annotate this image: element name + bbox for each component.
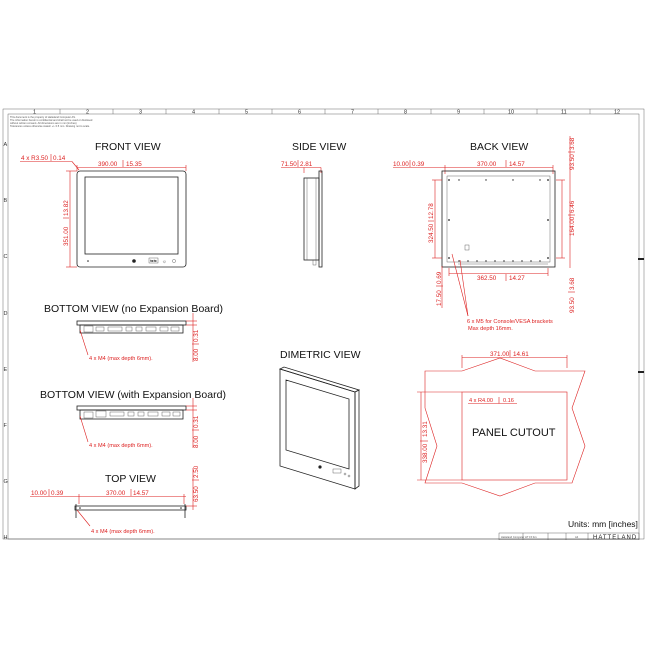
grid-col-label: 3 <box>139 109 143 116</box>
dimetric-view-title: DIMETRIC VIEW <box>280 349 361 361</box>
grid-col-label: 9 <box>457 109 461 116</box>
header-notes <box>10 115 93 128</box>
back-view <box>393 136 576 332</box>
dimetric-screen <box>286 380 349 469</box>
bottom-no-exp-height: 8.00 <box>193 348 200 361</box>
top-width: 370.00 <box>106 490 126 497</box>
grid-col-label: 7 <box>351 109 355 116</box>
hatteland-logo: HATTELAND <box>593 535 638 540</box>
grid-col-label: 10 <box>508 109 515 116</box>
cutout-width: 371.00 <box>490 351 510 358</box>
back-bottom-width: 362.50 <box>477 275 497 282</box>
front-width: 390.00 <box>98 161 118 168</box>
back-housing <box>442 171 555 267</box>
back-bottom-edge: 17.50 <box>436 290 443 306</box>
title-block-part: HT 15 0xx <box>525 536 537 539</box>
header-note: without written consent. All dimensions are in mm [inches]. <box>10 122 78 125</box>
grid-row-label: C <box>3 254 8 260</box>
back-bottom-offset-in: 3.68 <box>569 277 576 290</box>
bottom-exp-note: 4 x M4 (max depth 6mm). <box>89 443 153 449</box>
bottom-view-with-expansion <box>40 389 226 449</box>
header-note: The information herein is confidential and shall not be used or disclosed <box>10 119 93 122</box>
back-note-line2: Max depth 16mm. <box>468 326 513 332</box>
side-depth: 71.50 <box>281 161 297 168</box>
front-screen <box>85 177 178 254</box>
top-view-title: TOP VIEW <box>105 473 156 485</box>
back-bottom-edge-in: 0.69 <box>436 271 443 284</box>
bottom-exp-height-in: 0.31 <box>193 415 200 428</box>
top-height-in: 2.50 <box>193 465 200 478</box>
svg-text:⇆⇆: ⇆⇆ <box>150 258 157 263</box>
technical-drawing-sheet <box>0 108 650 540</box>
back-bottom-offset: 93.50 <box>569 297 576 313</box>
front-view <box>20 141 186 267</box>
side-view-title: SIDE VIEW <box>292 141 347 153</box>
bottom-exp-height: 8.00 <box>193 435 200 448</box>
front-height-in: 13.82 <box>63 200 70 216</box>
top-height: 63.50 <box>193 486 200 502</box>
back-bottom-width-in: 14.27 <box>509 275 525 282</box>
back-top-offset: 93.50 <box>569 154 576 170</box>
front-width-in: 15.35 <box>126 161 142 168</box>
grid-row-label: B <box>3 198 8 204</box>
bottom-connector-panel <box>80 325 183 333</box>
front-height: 351.00 <box>63 226 70 246</box>
front-bezel <box>77 171 186 267</box>
back-width: 370.00 <box>477 161 497 168</box>
bottom-no-exp-note: 4 x M4 (max depth 6mm). <box>89 356 153 362</box>
top-view <box>30 465 200 535</box>
back-mid-in: 6.46 <box>569 200 576 213</box>
grid-col-label: 5 <box>245 109 249 116</box>
back-edge-in: 0.39 <box>412 161 425 168</box>
grid-row-label: A <box>3 142 8 148</box>
bottom-exp-connector-panel <box>80 410 183 419</box>
side-view <box>281 141 346 267</box>
grid-row-label: H <box>3 535 8 540</box>
cutout-height: 338.00 <box>422 443 429 463</box>
top-edge: 10.00 <box>31 490 47 497</box>
front-corner-radius-in: 0.14 <box>53 155 66 162</box>
side-depth-in: 2.81 <box>300 161 313 168</box>
grid-col-label: 11 <box>561 109 567 116</box>
grid-row-label: G <box>3 479 8 485</box>
grid-row-label: E <box>3 367 8 373</box>
header-note: This document is the property of Hatteland Computer AS. <box>10 116 76 119</box>
top-note: 4 x M4 (max depth 6mm). <box>91 529 155 535</box>
grid-col-label: 4 <box>192 109 196 116</box>
grid-columns <box>33 109 620 116</box>
grid-col-label: 1 <box>33 109 37 116</box>
top-edge-in: 0.39 <box>51 490 64 497</box>
power-button-icon <box>132 259 136 263</box>
front-view-title: FRONT VIEW <box>95 141 161 153</box>
back-view-title: BACK VIEW <box>470 141 529 153</box>
back-height: 324.50 <box>428 223 435 243</box>
back-note-line1: 6 x M5 for Console/VESA brackets <box>467 319 553 325</box>
dimetric-view <box>280 349 361 489</box>
grid-col-label: 12 <box>614 109 621 116</box>
back-mid: 164.00 <box>569 216 576 236</box>
grid-row-label: D <box>3 311 8 317</box>
svg-text:☼: ☼ <box>162 259 167 265</box>
cutout-width-in: 14.61 <box>513 351 529 358</box>
cutout-radius: 4 x R4.00 <box>469 398 493 404</box>
back-edge: 10.00 <box>393 161 409 168</box>
back-width-in: 14.57 <box>509 161 525 168</box>
grid-col-label: 8 <box>404 109 408 116</box>
units-label: Units: mm [inches] <box>568 519 638 529</box>
cutout-title: PANEL CUTOUT <box>472 427 556 439</box>
back-top-offset-in: 3.68 <box>569 137 576 150</box>
side-bezel <box>319 171 322 267</box>
grid-col-label: 2 <box>86 109 90 116</box>
cutout-height-in: 13.31 <box>422 421 429 437</box>
grid-row-label: F <box>3 423 7 429</box>
bottom-view-no-expansion <box>44 303 223 362</box>
bottom-view-exp-title: BOTTOM VIEW (with Expansion Board) <box>40 389 226 401</box>
front-corner-radius: 4 x R3.50 <box>21 155 48 162</box>
top-outline <box>75 506 186 510</box>
title-block-size: A4 <box>575 536 579 539</box>
back-height-in: 12.78 <box>428 203 435 219</box>
cutout-radius-in: 0.16 <box>503 398 514 404</box>
bottom-view-no-exp-title: BOTTOM VIEW (no Expansion Board) <box>44 303 223 315</box>
grid-col-label: 6 <box>298 109 302 116</box>
top-width-in: 14.57 <box>133 490 149 497</box>
panel-cutout <box>417 350 585 496</box>
side-housing <box>304 178 319 260</box>
header-note: Tolerances unless otherwise stated: +/- 0.5 mm. Drawing not to scale. <box>10 125 90 128</box>
title-block-company: Hatteland Computer <box>501 536 525 539</box>
bottom-no-exp-height-in: 0.31 <box>193 329 200 342</box>
